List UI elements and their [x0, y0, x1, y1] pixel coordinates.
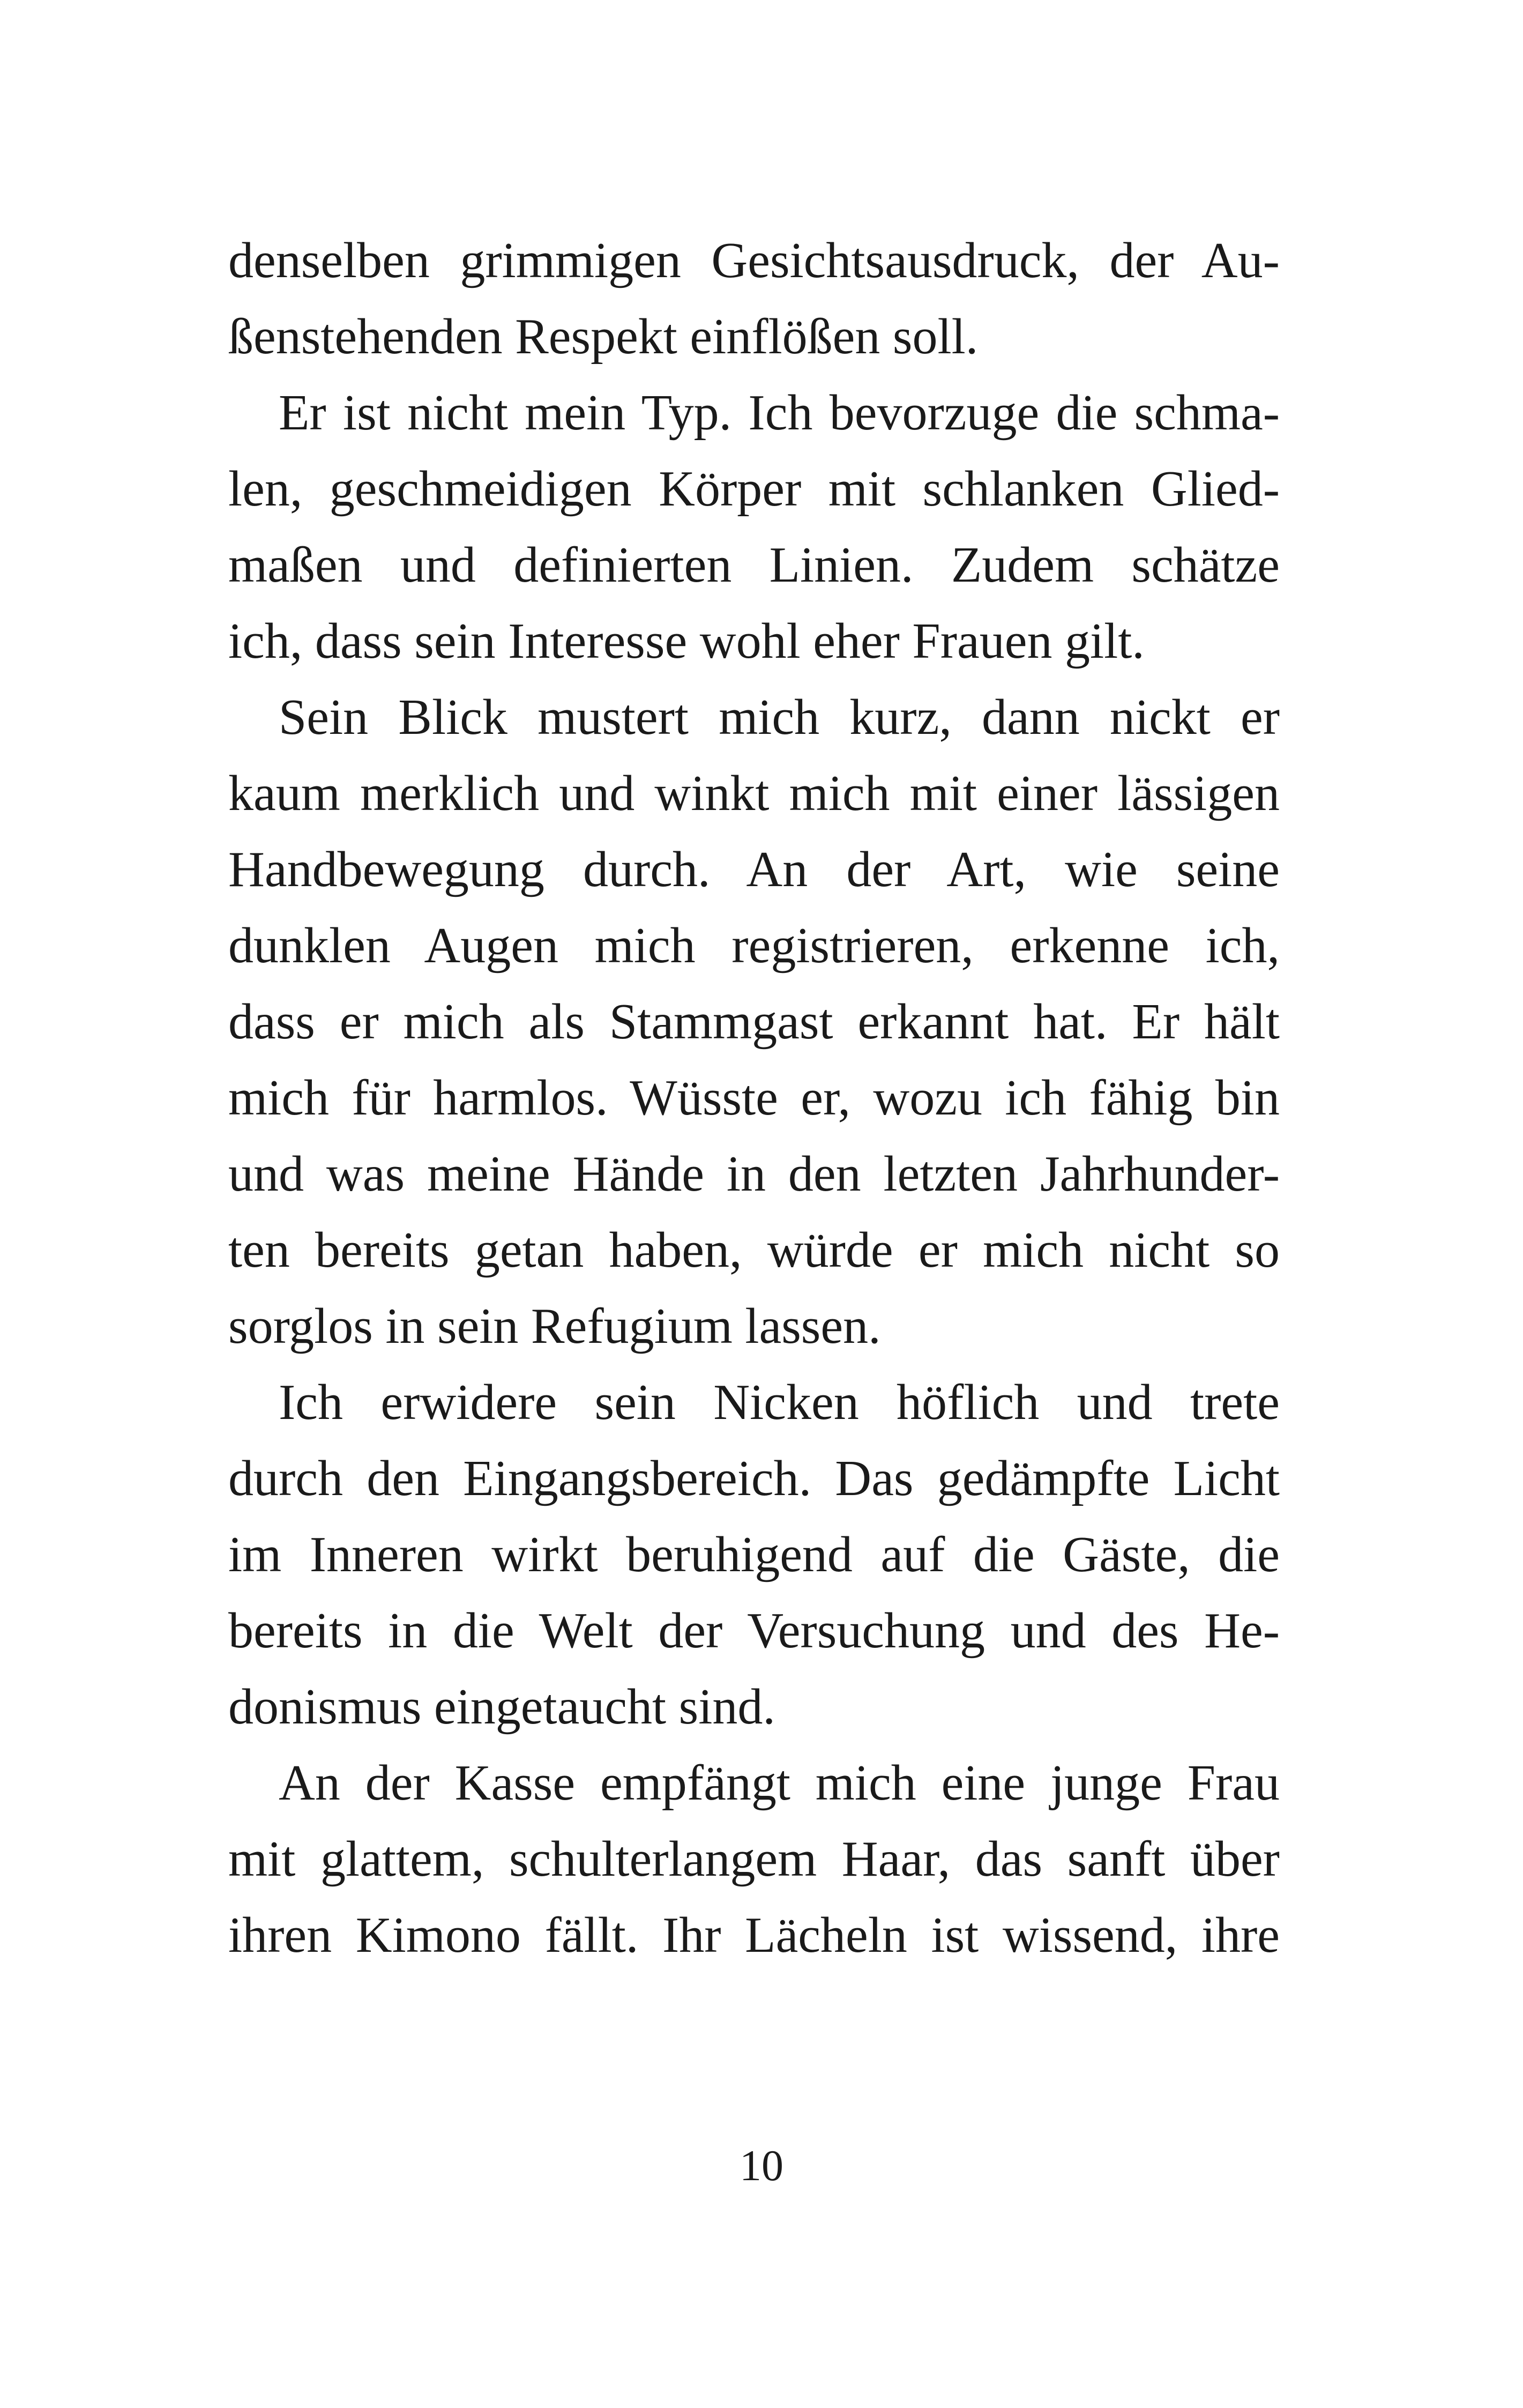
- text-line: bereits in die Welt der Versuchung und des He-: [228, 1603, 1280, 1659]
- text-line: Handbewegung durch. An der Art, wie seine: [228, 842, 1280, 897]
- text-line: denselben grimmigen Gesichtsausdruck, der Au-: [228, 233, 1280, 288]
- text-line: An der Kasse empfängt mich eine junge Frau: [279, 1755, 1280, 1811]
- text-line: Sein Blick mustert mich kurz, dann nickt er: [279, 689, 1280, 745]
- text-line: und was meine Hände in den letzten Jahrhunder-: [228, 1146, 1280, 1202]
- text-line: ten bereits getan haben, würde er mich nicht so: [228, 1222, 1280, 1278]
- text-line: donismus eingetaucht sind.: [228, 1679, 775, 1735]
- text-line: dass er mich als Stammgast erkannt hat. Er hält: [228, 994, 1280, 1050]
- text-line: mit glattem, schulterlangem Haar, das sanft über: [228, 1831, 1280, 1887]
- text-line: sorglos in sein Refugium lassen.: [228, 1298, 881, 1354]
- text-line: durch den Eingangsbereich. Das gedämpfte Licht: [228, 1451, 1280, 1506]
- text-line: kaum merklich und winkt mich mit einer lässigen: [228, 765, 1280, 821]
- body-text: [228, 222, 1280, 1973]
- text-line: im Inneren wirkt beruhigend auf die Gäste, die: [228, 1527, 1280, 1582]
- text-line: dunklen Augen mich registrieren, erkenne ich,: [228, 918, 1280, 973]
- text-line: Ich erwidere sein Nicken höflich und trete: [279, 1374, 1280, 1430]
- text-line: maßen und definierten Linien. Zudem schätze: [228, 537, 1280, 593]
- text-line: ßenstehenden Respekt einflößen soll.: [228, 309, 979, 365]
- page-number: 10: [740, 2141, 783, 2190]
- text-line: ihren Kimono fällt. Ihr Lächeln ist wissend, ihre: [228, 1907, 1280, 1963]
- text-line: ich, dass sein Interesse wohl eher Frauen gilt.: [228, 613, 1145, 669]
- text-line: mich für harmlos. Wüsste er, wozu ich fähig bin: [228, 1070, 1280, 1126]
- text-line: Er ist nicht mein Typ. Ich bevorzuge die schma-: [279, 385, 1280, 441]
- text-line: len, geschmeidigen Körper mit schlanken Glied-: [228, 461, 1280, 517]
